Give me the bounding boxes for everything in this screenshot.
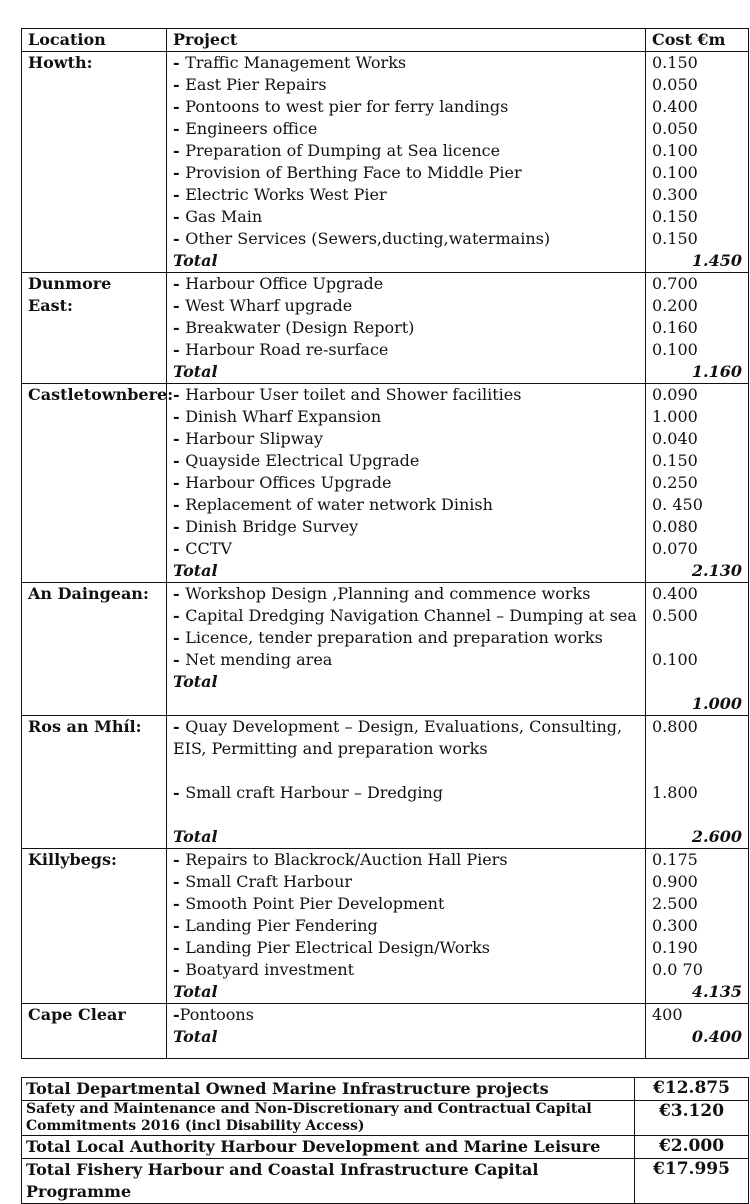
bullet-dash: - [173,163,186,182]
bullet-dash: - [173,473,186,492]
project-item [173,339,639,361]
summary-value: €12.875 [635,1078,749,1101]
bullet-dash: - [173,650,186,669]
bullet-dash: - [173,207,186,226]
project-label: Harbour User toilet and Shower facilities [185,385,522,404]
cost-list [646,52,749,273]
summary-value: €3.120 [635,1101,749,1136]
section-total-label: Total [173,362,218,381]
project-cost: 0.160 [652,318,698,337]
summary-label: Total Local Authority Harbour Development and Marine Leisure [22,1136,635,1159]
summary-row [22,1136,749,1159]
header-cost: Cost €m [646,29,749,52]
project-item [173,74,639,96]
project-label: Quay Development – Design, Evaluations, Consulting, EIS, Permitting and preparation works [173,717,623,758]
project-cost: 0.400 [652,584,698,603]
section-total-value: 4.135 [691,982,742,1001]
bullet-dash: - [173,584,186,603]
project-label: Small craft Harbour – Dredging [185,783,444,802]
cost-list [646,583,749,716]
project-label: Preparation of Dumping at Sea licence [185,141,501,160]
project-cost: 2.500 [652,894,698,913]
location-name: An Daingean: [22,583,167,716]
project-list [167,583,646,716]
project-label: Landing Pier Electrical Design/Works [185,938,490,957]
project-item [173,1004,639,1026]
bullet-dash: - [173,119,186,138]
project-item [173,406,639,428]
bullet-dash: - [173,318,186,337]
project-cost: 0.040 [652,429,698,448]
project-label: Engineers office [185,119,318,138]
project-cost: 0.190 [652,938,698,957]
project-item [173,384,639,406]
section-total-value: 1.160 [691,362,742,381]
project-item [173,605,639,627]
summary-row [22,1159,749,1204]
header-location: Location [22,29,167,52]
location-section-row [22,849,749,1004]
project-label: Replacement of water network Dinish [185,495,493,514]
section-total-label: Total [173,251,218,270]
project-label: Traffic Management Works [185,53,407,72]
bullet-dash: - [173,717,186,736]
summary-table [21,1077,749,1204]
cost-list [646,716,749,849]
project-label: Quayside Electrical Upgrade [185,451,420,470]
summary-value: €17.995 [635,1159,749,1204]
project-item [173,184,639,206]
project-cost: 0.150 [652,229,698,248]
location-section-row [22,273,749,384]
bullet-dash: - [173,274,186,293]
project-list [167,1004,646,1059]
project-label: Other Services (Sewers,ducting,watermains) [185,229,551,248]
capital-programme-table [21,28,749,1059]
project-label: Dinish Bridge Survey [185,517,359,536]
bullet-dash: - [173,185,186,204]
project-item [173,627,639,649]
bullet-dash: - [173,296,186,315]
summary-label: Total Fishery Harbour and Coastal Infrastructure Capital Programme [22,1159,635,1204]
project-cost: 0.100 [652,163,698,182]
project-cost: 0.100 [652,141,698,160]
project-label: Provision of Berthing Face to Middle Pier [185,163,522,182]
project-item [173,516,639,538]
bullet-dash: - [173,429,186,448]
project-cost: 0.070 [652,539,698,558]
location-section-row [22,384,749,583]
bullet-dash: - [173,517,186,536]
project-item [173,871,639,893]
bullet-dash: - [173,385,186,404]
project-cost: 0.250 [652,473,698,492]
project-label: Gas Main [185,207,263,226]
project-item [173,494,639,516]
project-item [173,649,639,671]
summary-row [22,1101,749,1136]
section-total-label: Total [173,982,218,1001]
location-name: Killybegs: [22,849,167,1004]
project-item [173,450,639,472]
project-label: Landing Pier Fendering [185,916,378,935]
project-list [167,52,646,273]
section-total-label: Total [173,672,218,691]
bullet-dash: - [173,1005,180,1024]
summary-label: Safety and Maintenance and Non-Discretionary and Contractual Capital Commitments 2016 (incl Disability Access) [22,1101,635,1136]
bullet-dash: - [173,495,186,514]
cost-list [646,273,749,384]
bullet-dash: - [173,894,186,913]
cost-list [646,384,749,583]
project-item [173,428,639,450]
project-cost [652,671,742,693]
section-total-label: Total [173,1027,218,1046]
project-item [173,538,639,560]
bullet-dash: - [173,628,186,647]
bullet-dash: - [173,141,186,160]
bullet-dash: - [173,451,186,470]
bullet-dash: - [173,53,186,72]
project-item [173,317,639,339]
project-item [173,472,639,494]
summary-value: €2.000 [635,1136,749,1159]
project-item [173,162,639,184]
header-project: Project [167,29,646,52]
project-cost: 0.150 [652,53,698,72]
project-item [173,849,639,871]
project-item [173,273,639,295]
cost-list [646,1004,749,1059]
location-name: Castletownbere: [22,384,167,583]
project-item [173,295,639,317]
section-total-value: 0.400 [691,1027,742,1046]
project-label: Pontoons [179,1005,254,1024]
project-item [173,959,639,981]
project-cost: 0.050 [652,75,698,94]
location-name: Ros an Mhíl: [22,716,167,849]
location-section-row [22,583,749,716]
bullet-dash: - [173,539,186,558]
summary-row [22,1078,749,1101]
project-cost: 0.0 70 [652,960,703,979]
section-total-value: 1.450 [691,251,742,270]
bullet-dash: - [173,340,186,359]
project-item [173,52,639,74]
project-label: Boatyard investment [185,960,355,979]
project-label: West Wharf upgrade [185,296,353,315]
cost-list [646,849,749,1004]
project-label: Repairs to Blackrock/Auction Hall Piers [185,850,508,869]
project-item [173,228,639,250]
project-item [173,893,639,915]
project-cost: 0.700 [652,274,698,293]
project-item [173,118,639,140]
project-cost: 0.300 [652,185,698,204]
project-label: East Pier Repairs [185,75,327,94]
project-cost: 0.300 [652,916,698,935]
project-item [173,782,639,804]
project-cost: 0.900 [652,872,698,891]
project-item [173,206,639,228]
project-cost: 0.090 [652,385,698,404]
section-total-value: 1.000 [691,694,742,713]
project-cost: 0.500 [652,606,698,625]
project-cost: 400 [652,1005,683,1024]
project-cost: 1.800 [652,783,698,802]
header-row [22,29,749,52]
project-label: Net mending area [185,650,333,669]
project-label: Harbour Slipway [185,429,323,448]
project-label: Harbour Office Upgrade [185,274,384,293]
project-label: Dinish Wharf Expansion [185,407,382,426]
project-label: Licence, tender preparation and preparation works [185,628,603,647]
location-name: Cape Clear [22,1004,167,1059]
summary-label: Total Departmental Owned Marine Infrastructure projects [22,1078,635,1101]
project-item [173,583,639,605]
bullet-dash: - [173,960,186,979]
project-cost: 0.050 [652,119,698,138]
project-cost: 0.400 [652,97,698,116]
project-list [167,273,646,384]
project-label: Pontoons to west pier for ferry landings [185,97,509,116]
bullet-dash: - [173,407,186,426]
bullet-dash: - [173,938,186,957]
project-list [167,716,646,849]
bullet-dash: - [173,606,186,625]
project-cost: 0.175 [652,850,698,869]
project-item [173,915,639,937]
project-label: Small Craft Harbour [185,872,353,891]
project-label: Harbour Road re-surface [185,340,389,359]
project-cost: 0.150 [652,451,698,470]
project-label: Harbour Offices Upgrade [185,473,392,492]
project-label: Electric Works West Pier [185,185,387,204]
project-cost: 0.150 [652,207,698,226]
project-item [173,716,639,760]
project-list [167,384,646,583]
project-cost: 0.800 [652,717,698,736]
bullet-dash: - [173,783,186,802]
section-total-label: Total [173,827,218,846]
project-cost: 0.200 [652,296,698,315]
project-item [173,937,639,959]
location-name: Dunmore East: [22,273,167,384]
location-section-row [22,716,749,849]
project-cost: 0.080 [652,517,698,536]
project-cost: 1.000 [652,407,698,426]
project-item [173,96,639,118]
location-section-row [22,52,749,273]
bullet-dash: - [173,872,186,891]
location-section-row [22,1004,749,1059]
bullet-dash: - [173,97,186,116]
project-cost: 0.100 [652,340,698,359]
bullet-dash: - [173,916,186,935]
project-label: Smooth Point Pier Development [185,894,445,913]
location-name: Howth: [22,52,167,273]
bullet-dash: - [173,229,186,248]
project-label: Breakwater (Design Report) [185,318,415,337]
section-total-label: Total [173,561,218,580]
bullet-dash: - [173,850,186,869]
project-label: Workshop Design ,Planning and commence works [185,584,591,603]
project-item [173,140,639,162]
project-cost: 0. 450 [652,495,703,514]
bullet-dash: - [173,75,186,94]
section-total-value: 2.130 [691,561,742,580]
project-label: CCTV [185,539,232,558]
section-total-value: 2.600 [691,827,742,846]
project-cost: 0.100 [652,650,698,669]
project-list [167,849,646,1004]
project-label: Capital Dredging Navigation Channel – Dumping at sea [185,606,637,625]
